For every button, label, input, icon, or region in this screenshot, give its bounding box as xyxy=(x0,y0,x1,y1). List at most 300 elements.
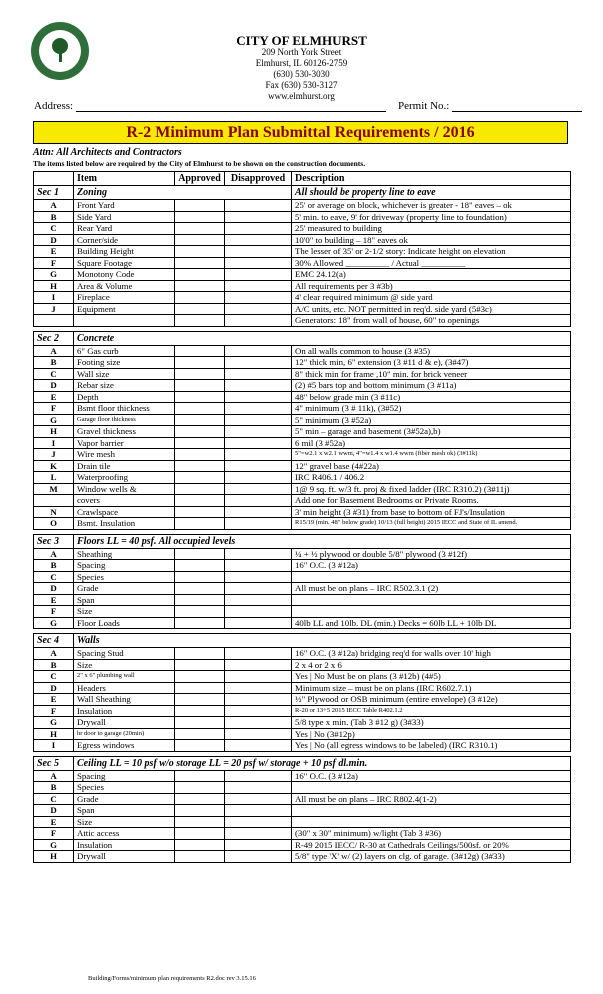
fax-line: Fax (630) 530-3127 xyxy=(265,80,338,90)
disapproved-cell[interactable] xyxy=(225,269,292,281)
item-description: 4' clear required minimum @ side yard xyxy=(292,292,571,304)
item-code: I xyxy=(34,740,74,752)
item-code: A xyxy=(34,200,74,212)
approved-cell[interactable] xyxy=(175,606,225,618)
disapproved-cell[interactable] xyxy=(225,828,292,840)
item-code: D xyxy=(34,805,74,817)
item-description: 1@ 9 sq. ft. w/3 ft. proj & fixed ladder (IRC R310.2) (3#11j) xyxy=(292,483,571,495)
table-row xyxy=(34,472,571,484)
item-code: B xyxy=(34,211,74,223)
instructions-note: The items listed below are required by the City of Elmhurst to be shown on the construction documents. xyxy=(33,159,366,168)
disapproved-cell[interactable] xyxy=(225,518,292,530)
disapproved-cell[interactable] xyxy=(225,770,292,782)
section-name: Zoning xyxy=(74,186,292,200)
item-name: Drywall xyxy=(74,717,175,729)
item-description: 5"=w2.1 x w2.1 wwm, 4"=w1.4 x w1.4 wwm (fiber mesh ok) (3#11k) xyxy=(292,449,571,461)
item-description xyxy=(292,782,571,794)
item-code: E xyxy=(34,694,74,706)
approved-cell[interactable] xyxy=(175,548,225,560)
approved-cell[interactable] xyxy=(175,571,225,583)
item-code: B xyxy=(34,782,74,794)
table-row xyxy=(34,717,571,729)
table-row xyxy=(34,200,571,212)
disapproved-cell[interactable] xyxy=(225,851,292,863)
item-name: Depth xyxy=(74,391,175,403)
item-code: L xyxy=(34,472,74,484)
item-code: D xyxy=(34,234,74,246)
disapproved-cell[interactable] xyxy=(225,357,292,369)
item-code: F xyxy=(34,828,74,840)
disapproved-cell[interactable] xyxy=(225,437,292,449)
approved-cell[interactable] xyxy=(175,717,225,729)
disapproved-cell[interactable] xyxy=(225,816,292,828)
item-description: Yes | No (all egress windows to be labeled) (IRC R310.1) xyxy=(292,740,571,752)
disapproved-cell[interactable] xyxy=(225,839,292,851)
item-code: H xyxy=(34,426,74,438)
item-description: IRC R406.1 / 406.2 xyxy=(292,472,571,484)
table-row xyxy=(34,560,571,572)
disapproved-cell[interactable] xyxy=(225,560,292,572)
disapproved-cell[interactable] xyxy=(225,717,292,729)
table-row xyxy=(34,257,571,269)
disapproved-cell[interactable] xyxy=(225,495,292,507)
item-code: B xyxy=(34,357,74,369)
approved-cell[interactable] xyxy=(175,560,225,572)
approved-cell[interactable] xyxy=(175,368,225,380)
item-code: E xyxy=(34,246,74,258)
approved-cell[interactable] xyxy=(175,805,225,817)
disapproved-cell[interactable] xyxy=(225,280,292,292)
item-name: Size xyxy=(74,606,175,618)
table-row xyxy=(34,211,571,223)
item-name: Species xyxy=(74,782,175,794)
table-row xyxy=(34,303,571,315)
item-code: E xyxy=(34,816,74,828)
approved-cell[interactable] xyxy=(175,280,225,292)
table-row xyxy=(34,449,571,461)
item-description: 16" O.C. (3 #12a) bridging req'd for walls over 10' high xyxy=(292,648,571,660)
item-name: Sheathing xyxy=(74,548,175,560)
approved-cell[interactable] xyxy=(175,223,225,235)
disapproved-cell[interactable] xyxy=(225,211,292,223)
item-description: 40lb LL and 10lb. DL (min.) Decks = 60lb LL + 10lb DL xyxy=(292,617,571,629)
approved-cell[interactable] xyxy=(175,345,225,357)
disapproved-cell[interactable] xyxy=(225,782,292,794)
address-line: 209 North York Street xyxy=(261,47,342,57)
disapproved-cell[interactable] xyxy=(225,805,292,817)
approved-cell[interactable] xyxy=(175,246,225,258)
approved-cell[interactable] xyxy=(175,851,225,863)
item-name: Insulation xyxy=(74,839,175,851)
item-description: All requirements per 3 #3b) xyxy=(292,280,571,292)
disapproved-cell[interactable] xyxy=(225,740,292,752)
item-description xyxy=(292,594,571,606)
section-header-row xyxy=(34,331,571,345)
item-name: 2" x 6" plumbing wall xyxy=(74,671,175,683)
table-row xyxy=(34,793,571,805)
section-label: Sec 2 xyxy=(34,331,74,345)
disapproved-cell[interactable] xyxy=(225,368,292,380)
phone-line: (630) 530-3030 xyxy=(273,69,330,79)
table-row xyxy=(34,548,571,560)
table-row xyxy=(34,606,571,618)
item-name: Bsmt floor thickness xyxy=(74,403,175,415)
address-label: Address: xyxy=(34,100,74,112)
section-label: Sec 1 xyxy=(34,186,74,200)
item-name: Vapor barrier xyxy=(74,437,175,449)
item-description: 10'0" to building – 18" eaves ok xyxy=(292,234,571,246)
disapproved-cell[interactable] xyxy=(225,694,292,706)
table-row xyxy=(34,234,571,246)
item-code: F xyxy=(34,606,74,618)
disapproved-cell[interactable] xyxy=(225,728,292,740)
disapproved-cell[interactable] xyxy=(225,414,292,426)
disapproved-cell[interactable] xyxy=(225,449,292,461)
description-header: Description xyxy=(292,172,571,186)
table-row xyxy=(34,495,571,507)
approved-cell[interactable] xyxy=(175,472,225,484)
item-name: Wall size xyxy=(74,368,175,380)
approved-header: Approved xyxy=(175,172,225,186)
approved-cell[interactable] xyxy=(175,483,225,495)
item-description: Yes | No Must be on plans (3 #12b) (4#5) xyxy=(292,671,571,683)
item-description: 5/8 type x min. (Tab 3 #12 g) (3#33) xyxy=(292,717,571,729)
item-name: Span xyxy=(74,805,175,817)
section-name: Walls xyxy=(74,634,571,648)
table-row xyxy=(34,483,571,495)
disapproved-cell[interactable] xyxy=(225,682,292,694)
item-code: G xyxy=(34,617,74,629)
item-name: Crawlspace xyxy=(74,506,175,518)
disapproved-cell[interactable] xyxy=(225,659,292,671)
disapproved-cell[interactable] xyxy=(225,315,292,327)
table-row xyxy=(34,705,571,717)
item-description: 6 mil (3 #52a) xyxy=(292,437,571,449)
table-header-row xyxy=(34,172,571,186)
approved-cell[interactable] xyxy=(175,828,225,840)
disapproved-cell[interactable] xyxy=(225,257,292,269)
letterhead xyxy=(0,0,603,110)
item-code: E xyxy=(34,594,74,606)
item-description: Add one for Basement Bedrooms or Private Rooms. xyxy=(292,495,571,507)
table-row xyxy=(34,839,571,851)
item-name: Monotony Code xyxy=(74,269,175,281)
item-description: R15/19 (min. 48" below grade) 10/13 (full height) 2015 IECC and State of IL amend. xyxy=(292,518,571,530)
approved-cell[interactable] xyxy=(175,793,225,805)
approved-cell[interactable] xyxy=(175,728,225,740)
table-row xyxy=(34,426,571,438)
table-row xyxy=(34,805,571,817)
approved-cell[interactable] xyxy=(175,594,225,606)
section-label: Sec 3 xyxy=(34,534,74,548)
item-description: All must be on plans – IRC R502.3.1 (2) xyxy=(292,583,571,595)
city-name: CITY OF ELMHURST xyxy=(236,33,367,48)
item-code: G xyxy=(34,717,74,729)
item-name: Size xyxy=(74,816,175,828)
item-name: 6" Gas curb xyxy=(74,345,175,357)
item-code: A xyxy=(34,548,74,560)
item-name: Bsmt. Insulation xyxy=(74,518,175,530)
item-code: C xyxy=(34,368,74,380)
disapproved-cell[interactable] xyxy=(225,617,292,629)
item-name: Size xyxy=(74,659,175,671)
approved-cell[interactable] xyxy=(175,269,225,281)
table-row xyxy=(34,770,571,782)
code-header xyxy=(34,172,74,186)
item-code: G xyxy=(34,839,74,851)
item-description: 5' min. to eave, 9' for driveway (property line to foundation) xyxy=(292,211,571,223)
item-name: Gravel thickness xyxy=(74,426,175,438)
approved-cell[interactable] xyxy=(175,770,225,782)
item-description: 25' measured to building xyxy=(292,223,571,235)
item-code: D xyxy=(34,583,74,595)
item-name: Waterproofing xyxy=(74,472,175,484)
disapproved-cell[interactable] xyxy=(225,671,292,683)
disapproved-header: Disapproved xyxy=(225,172,292,186)
item-code: B xyxy=(34,659,74,671)
table-row xyxy=(34,851,571,863)
section-label: Sec 4 xyxy=(34,634,74,648)
section-label: Sec 5 xyxy=(34,756,74,770)
approved-cell[interactable] xyxy=(175,782,225,794)
table-row xyxy=(34,414,571,426)
item-name: Wall Sheathing xyxy=(74,694,175,706)
item-name: Drain tile xyxy=(74,460,175,472)
item-code: A xyxy=(34,345,74,357)
approved-cell[interactable] xyxy=(175,839,225,851)
disapproved-cell[interactable] xyxy=(225,426,292,438)
item-description: EMC 24.12(a) xyxy=(292,269,571,281)
approved-cell[interactable] xyxy=(175,292,225,304)
item-name: Grade xyxy=(74,583,175,595)
approved-cell[interactable] xyxy=(175,705,225,717)
item-description: 16" O.C. (3 #12a) xyxy=(292,770,571,782)
item-code: F xyxy=(34,403,74,415)
item-name: Spacing Stud xyxy=(74,648,175,660)
table-row xyxy=(34,828,571,840)
disapproved-cell[interactable] xyxy=(225,223,292,235)
disapproved-cell[interactable] xyxy=(225,460,292,472)
approved-cell[interactable] xyxy=(175,257,225,269)
table-row xyxy=(34,357,571,369)
item-code: M xyxy=(34,483,74,495)
item-code: J xyxy=(34,449,74,461)
table-row xyxy=(34,315,571,327)
disapproved-cell[interactable] xyxy=(225,403,292,415)
address-line: Elmhurst, IL 60126-2759 xyxy=(255,58,348,68)
disapproved-cell[interactable] xyxy=(225,483,292,495)
disapproved-cell[interactable] xyxy=(225,506,292,518)
item-code: C xyxy=(34,223,74,235)
item-description: A/C units, etc. NOT permitted in req'd. side yard (5#3c) xyxy=(292,303,571,315)
table-row xyxy=(34,694,571,706)
item-code: D xyxy=(34,380,74,392)
table-row xyxy=(34,403,571,415)
approved-cell[interactable] xyxy=(175,211,225,223)
approved-cell[interactable] xyxy=(175,315,225,327)
disapproved-cell[interactable] xyxy=(225,292,292,304)
item-name: Egress windows xyxy=(74,740,175,752)
item-name: Building Height xyxy=(74,246,175,258)
item-code: C xyxy=(34,571,74,583)
item-name: Insulation xyxy=(74,705,175,717)
approved-cell[interactable] xyxy=(175,495,225,507)
item-name: Equipment xyxy=(74,303,175,315)
item-code: H xyxy=(34,728,74,740)
disapproved-cell[interactable] xyxy=(225,548,292,560)
approved-cell[interactable] xyxy=(175,303,225,315)
disapproved-cell[interactable] xyxy=(225,472,292,484)
item-code: C xyxy=(34,671,74,683)
disapproved-cell[interactable] xyxy=(225,234,292,246)
item-name: Rebar size xyxy=(74,380,175,392)
item-name: Footing size xyxy=(74,357,175,369)
approved-cell[interactable] xyxy=(175,816,225,828)
approved-cell[interactable] xyxy=(175,414,225,426)
item-code: G xyxy=(34,269,74,281)
approved-cell[interactable] xyxy=(175,583,225,595)
approved-cell[interactable] xyxy=(175,506,225,518)
section-header-row xyxy=(34,186,571,200)
table-row xyxy=(34,437,571,449)
item-description: 12" gravel base (4#22a) xyxy=(292,460,571,472)
item-code: H xyxy=(34,280,74,292)
item-description: ½" Plywood or OSB minimum (entire envelope) (3 #12e) xyxy=(292,694,571,706)
approved-cell[interactable] xyxy=(175,518,225,530)
approved-cell[interactable] xyxy=(175,740,225,752)
item-code: I xyxy=(34,292,74,304)
item-description: 5/8" type 'X' w/ (2) layers on clg. of garage. (3#12g) (3#33) xyxy=(292,851,571,863)
section-name: Floors LL = 40 psf. All occupied levels xyxy=(74,534,571,548)
table-row xyxy=(34,617,571,629)
approved-cell[interactable] xyxy=(175,460,225,472)
item-code: G xyxy=(34,414,74,426)
table-row xyxy=(34,571,571,583)
permit-field[interactable] xyxy=(398,100,582,112)
item-description: The lesser of 35' or 2-1/2 story: Indicate height on elevation xyxy=(292,246,571,258)
item-code: A xyxy=(34,770,74,782)
item-name: Garage floor thickness xyxy=(74,414,175,426)
disapproved-cell[interactable] xyxy=(225,380,292,392)
item-code: I xyxy=(34,437,74,449)
requirements-table xyxy=(33,171,571,863)
item-description: 48" below grade min (3 #11c) xyxy=(292,391,571,403)
item-name: Corner/side xyxy=(74,234,175,246)
approved-cell[interactable] xyxy=(175,234,225,246)
item-code: K xyxy=(34,460,74,472)
item-code: B xyxy=(34,560,74,572)
item-code: D xyxy=(34,682,74,694)
item-description: ¼ + ½ plywood or double 5/8" plywood (3 #12f) xyxy=(292,548,571,560)
item-description: R-49 2015 IECC/ R-30 at Cathedrals Ceilings/500sf. or 20% xyxy=(292,839,571,851)
disapproved-cell[interactable] xyxy=(225,793,292,805)
item-description xyxy=(292,606,571,618)
approved-cell[interactable] xyxy=(175,682,225,694)
item-name: Headers xyxy=(74,682,175,694)
section-description: All should be property line to eave xyxy=(292,186,571,200)
approved-cell[interactable] xyxy=(175,426,225,438)
item-description: Minimum size – must be on plans (IRC R602.7.1) xyxy=(292,682,571,694)
approved-cell[interactable] xyxy=(175,380,225,392)
item-description: Generators: 18" from wall of house, 60" to openings xyxy=(292,315,571,327)
disapproved-cell[interactable] xyxy=(225,200,292,212)
item-code: H xyxy=(34,851,74,863)
section-name: Concrete xyxy=(74,331,571,345)
section-header-row xyxy=(34,634,571,648)
table-row xyxy=(34,391,571,403)
approved-cell[interactable] xyxy=(175,617,225,629)
disapproved-cell[interactable] xyxy=(225,571,292,583)
item-code: F xyxy=(34,257,74,269)
table-row xyxy=(34,269,571,281)
table-row xyxy=(34,648,571,660)
item-code: J xyxy=(34,303,74,315)
approved-cell[interactable] xyxy=(175,659,225,671)
approved-cell[interactable] xyxy=(175,648,225,660)
item-description: (2) #5 bars top and bottom minimum (3 #11a) xyxy=(292,380,571,392)
item-name: Square Footage xyxy=(74,257,175,269)
section-header-row xyxy=(34,756,571,770)
item-name: Span xyxy=(74,594,175,606)
document-footer: Building/Forms/minimum plan requirements R2.doc rev 3.15.16 xyxy=(88,975,256,982)
disapproved-cell[interactable] xyxy=(225,606,292,618)
item-name: Rear Yard xyxy=(74,223,175,235)
disapproved-cell[interactable] xyxy=(225,705,292,717)
table-row xyxy=(34,671,571,683)
approved-cell[interactable] xyxy=(175,391,225,403)
item-description xyxy=(292,805,571,817)
table-row xyxy=(34,816,571,828)
address-field[interactable] xyxy=(34,100,386,112)
attention-line: Attn: All Architects and Contractors xyxy=(33,147,182,158)
approved-cell[interactable] xyxy=(175,449,225,461)
table-row xyxy=(34,223,571,235)
disapproved-cell[interactable] xyxy=(225,303,292,315)
approved-cell[interactable] xyxy=(175,357,225,369)
item-description: All must be on plans – IRC R802.4(1-2) xyxy=(292,793,571,805)
page-title: R-2 Minimum Plan Submittal Requirements / 2016 xyxy=(33,121,568,144)
section-name: Ceiling LL = 10 psf w/o storage LL = 20 psf w/ storage + 10 psf dl.min. xyxy=(74,756,571,770)
approved-cell[interactable] xyxy=(175,671,225,683)
item-name: Attic access xyxy=(74,828,175,840)
disapproved-cell[interactable] xyxy=(225,391,292,403)
item-name: Front Yard xyxy=(74,200,175,212)
approved-cell[interactable] xyxy=(175,403,225,415)
item-description xyxy=(292,571,571,583)
permit-label: Permit No.: xyxy=(398,100,450,112)
approved-cell[interactable] xyxy=(175,200,225,212)
disapproved-cell[interactable] xyxy=(225,594,292,606)
item-code: N xyxy=(34,506,74,518)
approved-cell[interactable] xyxy=(175,437,225,449)
disapproved-cell[interactable] xyxy=(225,246,292,258)
item-code: C xyxy=(34,793,74,805)
item-name: Wire mesh xyxy=(74,449,175,461)
item-description: (30" x 30" minimum) w/light (Tab 3 #36) xyxy=(292,828,571,840)
table-row xyxy=(34,368,571,380)
item-name: Species xyxy=(74,571,175,583)
table-row xyxy=(34,740,571,752)
disapproved-cell[interactable] xyxy=(225,345,292,357)
approved-cell[interactable] xyxy=(175,694,225,706)
item-name xyxy=(74,315,175,327)
item-name: covers xyxy=(74,495,175,507)
item-description xyxy=(292,816,571,828)
disapproved-cell[interactable] xyxy=(225,648,292,660)
item-code: O xyxy=(34,518,74,530)
disapproved-cell[interactable] xyxy=(225,583,292,595)
item-description: 5" minimum (3 #52a) xyxy=(292,414,571,426)
